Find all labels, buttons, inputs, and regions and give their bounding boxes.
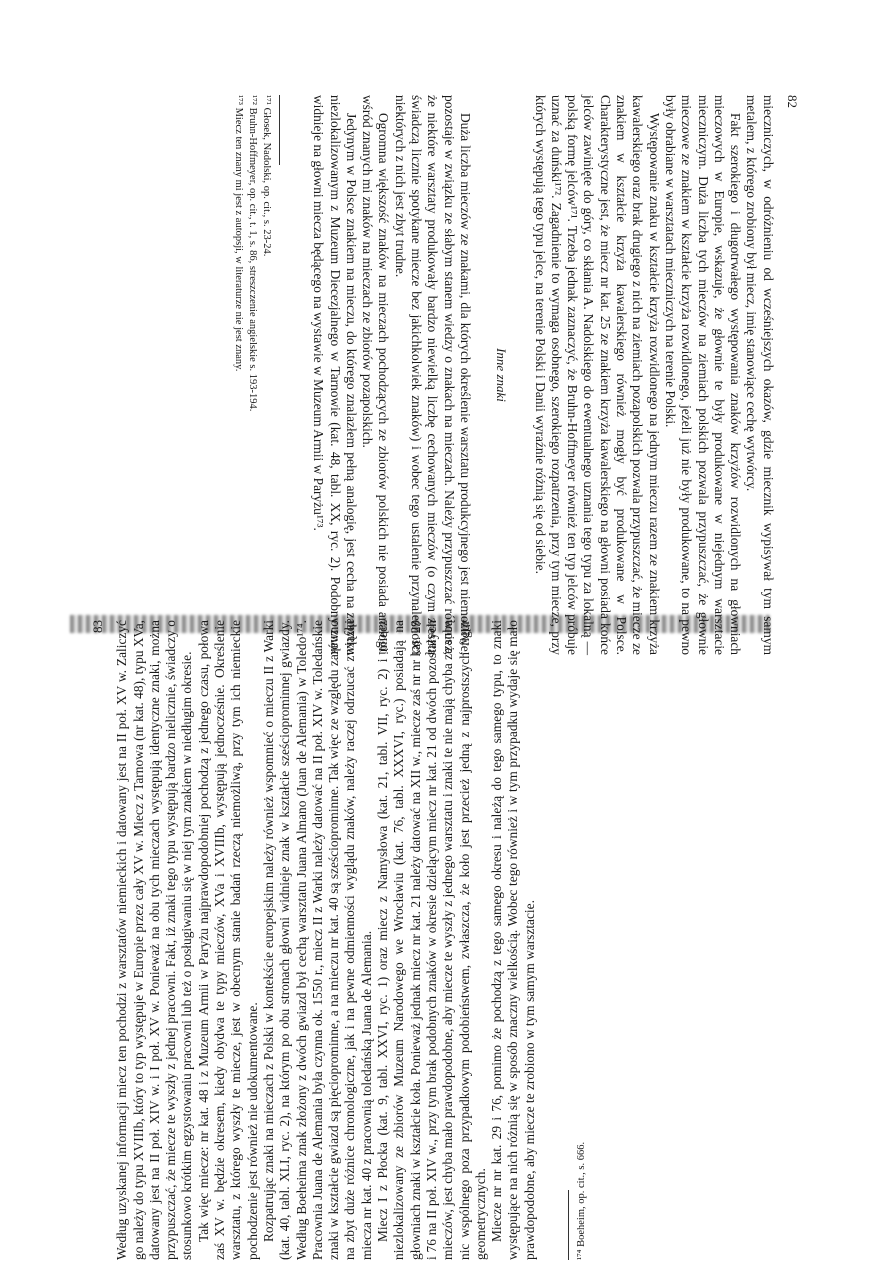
paragraph: Jedynym w Polsce znakiem na mieczu, do którego znalazłem pełną analogię, jest cecha na zabytku niezlokalizowanym z Muzeum Diecezjalnego w Tarnowie (kat. 48, tabl. XX, ryc. 2). Podobny znak widnieje na głowni miecza będącego na wystawie w Muzeum Armii w Paryżu¹⁷³.: [311, 95, 359, 655]
paragraph: mieczniczych, w odróżnieniu od wcześniejszych okazów, gdzie miecznik wypisywał tym samym metalem, z którego zrobiony był miecz, imię stanowiące cechę wytwórcy.: [744, 95, 776, 655]
left-page: [231, 95, 800, 655]
footnote-divider: [279, 95, 280, 165]
paragraph: Duża liczba mieczów ze znakami, dla których określenie warsztatu produkcyjnego jest niemożliwe, pozostaje w związku ze słabym stanem wiedzy o znakach na mieczach. Należy przypuszczać również, że niektóre warsztaty produkowały bardzo niewielką liczbę cechowanych mieczów (o czym zresztą świadczą licznie spotykane miecze bez jakichkolwiek znaków) i wobec tego ustalenie przynależności niektórych z nich jest zbyt trudne.: [392, 95, 473, 655]
page-number: 83: [90, 620, 105, 633]
paragraph: Według uzyskanej informacji miecz ten pochodzi z warsztatów niemieckich i datowany jest na II poł. XV w. Zaliczyć go należy do typu XVIIIb, który to typ występuje w Europie przez cały XV w. Miecz z Tarnowa (nr kat. 48), typu XVa, datowany jest na II poł. XIV w. i I poł. XV w. Ponieważ na obu tych mieczach występują identyczne znaki, można przypuszczać, że miecze te wyszły z jednej pracowni. Fakt, iż znaki tego typu występują bardzo nielicznie, świadczy o stosunkowo krótkim egzystowaniu pracowni lub też o posługiwaniu się w niej tym znakiem w niedługim okresie.: [114, 620, 195, 1260]
paragraph: Miecze nr nr kat. 29 i 76, pomimo że pochodzą z tego samego okresu i należą do tego samego typu, to znaki występujące na nich różnią się w sposób znaczny wielkością. Wobec tego również i w tym przypadku wydaje się mało prawdopodobne, aby miecze te zrobiono w tym samym warsztacie.: [489, 620, 537, 1260]
footnote: ¹⁷² Bruhn-Hoffmeyer, op. cit., t. 1, s. 86, streszczenie angielskie s. 193-194.: [246, 95, 258, 412]
paragraph: Ogromna większość znaków na mieczach pochodzących ze zbiorów polskich nie posiada analogii wśród znanych mi znaków na mieczach ze zbiorów pozapolskich.: [360, 95, 392, 655]
footnote: ¹⁷⁴ Boeheim, op. cit., s. 666.: [576, 1141, 588, 1260]
section-heading: Inne znaki: [494, 348, 510, 402]
footnote-divider: [568, 1190, 569, 1260]
page-number: 82: [785, 95, 800, 108]
paragraph: Miecz I z Płocka (kat. 9, tabl. XXVI, ryc. 1) oraz miecz z Namysłowa (kat. 21, tabl. VII, ryc. 2) i miecz niezlokalizowany ze zbiorów Muzeum Narodowego we Wrocławiu (kat. 76, tabl. XXXVI, ryc.) posiadają na głowniach znaki w kształcie koła. Ponieważ jednak miecz nr kat. 21 należy datować na XII w., miecze zaś nr nr kat. 29 i 76 na II poł. XIV w., przy tym brak podobnych znaków w okresie dzielącym miecz nr kat. 21 od dwóch pozostałych mieczów, jest chyba mało prawdopodobne, aby miecze te wyszły z jednego warsztatu i znaki te nie mają chyba ze sobą nic wspólnego poza przypadkowym podobieństwem, zwłaszcza, że koło jest przecież jedną z najprostszych figur geometrycznych.: [375, 620, 488, 1260]
paragraph: Fakt szerokiego i długotrwałego występowania znaków krzyżów rozwidlonych na głowniach mieczowych w Europie, wskazuje, że głownie te były produkowane w niejednym warsztacie mieczniczym. Duża liczba tych mieczów na ziemiach polskich pozwala przypuszczać, że głownie mieczowe ze znakiem w kształcie krzyża rozwidlonego, jeżeli już nie były produkowane, to na pewno były obrabiane w warsztatach mieczniczych na terenie Polski.: [662, 95, 744, 655]
paragraph: Występowanie znaku w kształcie krzyża rozwidlonego na jednym mieczu razem ze znakiem krzyża kawalerskiego oraz brak drugiego z nich na ziemiach pozapolskich pozwala przypuszczać, że miecze ze znakiem w kształcie krzyża kawalerskiego również mogły być produkowane w Polsce. Charakterystyczne jest, że miecz nr kat. 25 ze znakiem krzyża kawalerskiego na głowni posiada końce jelców zawinięte do góry, co skłania A. Nadolskiego do ewentualnego uznania tego typu za lokalną — polską formę jelców¹⁷¹. Trzeba jednak zaznaczyć, że Bruhn-Hoffmeyer również ten typ jelców próbuje uznać za duński¹⁷². Zagadnienie to wymaga osobnego, szerokiego rozpatrzenia, przy tym miecze, przy których występują tego typu jelce, na terenie Polski i Danii wyraźnie różnią się od siebie.: [532, 95, 662, 655]
paragraph: Tak więc miecze: nr kat. 48 i z Muzeum Armii w Paryżu najprawdopodobniej pochodzą z jednego czasu, połowa zaś XV w. będzie okresem, kiedy obydwa te typy mieczów, XVa i XVIIIb, występują jednocześnie. Określenie warsztatu, z którego wyszły te miecze, jest w obecnym stanie badań rzeczą niemożliwą, przy tym ich niemieckie pochodzenie jest również nie udokumentowane.: [195, 620, 260, 1260]
footnote: ¹⁷¹ Głosek, Nadolski, op. cit., s. 23-24.: [260, 95, 272, 257]
paragraph: Rozpatrując znaki na mieczach z Polski w kontekście europejskim należy również wspomnieć o mieczu II z Warki (kat. 40, tabl. XLI, ryc. 2), na którym po obu stronach głowni widnieje znak w kształcie sześcioprominnej gwiazdy. Według Boeheima znak złożony z dwóch gwiazd był cechą warsztatu Juana Almano (Juan de Alemania) w Toledo¹⁷⁴. Pracownia Juana de Alemania była czynna ok. 1550 r., miecz II z Warki należy datować na II poł. XIV w. Toledańskie znaki w kształcie gwiazd są pięcioprominne, a na mieczu nr kat. 40 są sześcioprominne. Tak więc ze względu zarówno na zbyt duże różnice chronologiczne, jak i na pewne odmienności wyglądu znaków, należy raczej odrzucać związki miecza nr kat. 40 z pracownią toledańską Juana de Alemania.: [260, 620, 374, 1260]
right-page: [90, 620, 589, 1260]
footnote: ¹⁷³ Miecz ten znany mi jest z autopsji, w literaturze nie jest znany.: [232, 95, 244, 372]
